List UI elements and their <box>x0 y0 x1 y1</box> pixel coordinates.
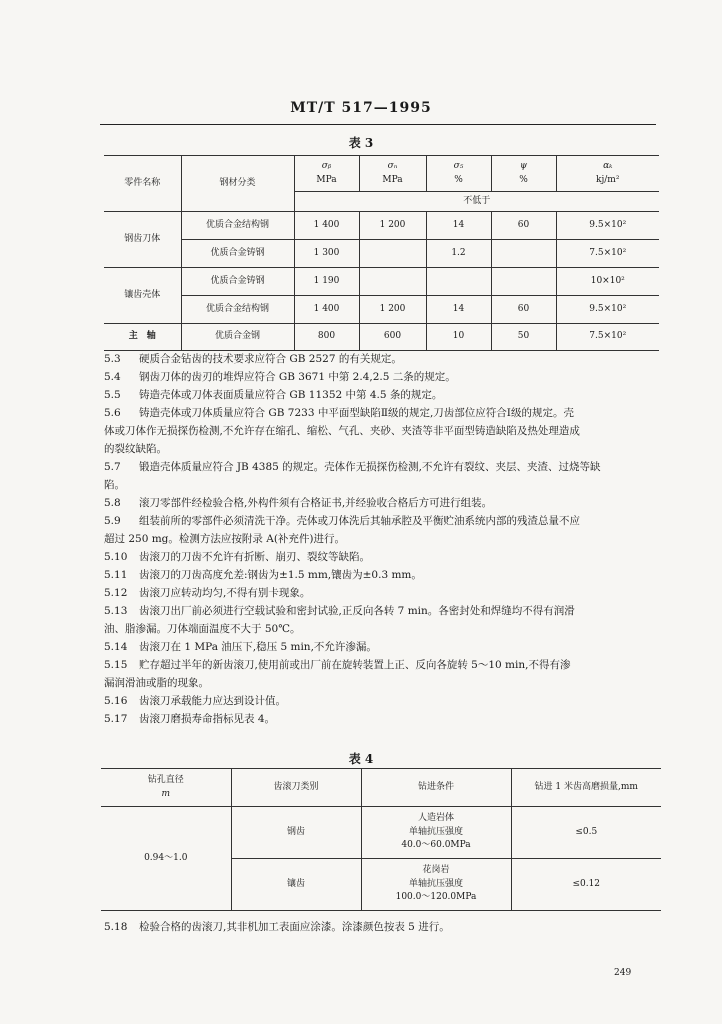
clause-text: 齿滚刀的刀齿不允许有折断、崩刃、裂纹等缺陷。 <box>139 551 370 563</box>
t3-cell: 9.5×10² <box>556 212 659 240</box>
clause-number: 5.18 <box>104 921 128 933</box>
clause-text: 滚刀零部件经检验合格,外构件须有合格证书,并经验收合格后方可进行组装。 <box>139 497 493 509</box>
clause-text: 体或刀体作无损探伤检测,不允许存在缩孔、缩松、气孔、夹砂、夹渣等非平面型铸造缺陷及热处理造成 <box>104 425 580 437</box>
t3-cell: 10 <box>426 324 491 351</box>
table4 <box>101 768 661 911</box>
clause-number: 5.11 <box>104 569 128 581</box>
clause-text: 齿滚刀出厂前必须进行空载试验和密封试验,正反向各转 7 min。各密封处和焊缝均不得有润滑 <box>139 605 575 617</box>
clause-text: 的裂纹缺陷。 <box>104 443 167 455</box>
t3-cell: 优质合金铸钢 <box>181 240 294 268</box>
t3-cell: 10×10² <box>556 268 659 296</box>
clause-line <box>104 494 660 512</box>
t3-group-name: 钢齿刀体 <box>104 212 181 268</box>
t3-cell: 1.2 <box>426 240 491 268</box>
t3-cell: 优质合金钢 <box>181 324 294 351</box>
t3-cell: 50 <box>491 324 556 351</box>
clause-number: 5.10 <box>104 551 128 563</box>
clause-line <box>104 404 660 422</box>
t3-cell: 14 <box>426 212 491 240</box>
clause-number: 5.4 <box>104 371 121 383</box>
clause-continuation <box>104 476 660 494</box>
clause-text: 齿滚刀承载能力应达到设计值。 <box>139 695 286 707</box>
t3-cell: 1 190 <box>294 268 359 296</box>
t3-group-name: 镶齿壳体 <box>104 268 181 324</box>
th-delta: σ₅ % <box>426 156 491 192</box>
th-sigma-s: σₙ MPa <box>359 156 426 192</box>
clause-list <box>104 350 660 728</box>
clause-number: 5.7 <box>104 461 121 473</box>
t4-cell: ≤0.5 <box>511 807 661 859</box>
t3-cell: 9.5×10² <box>556 296 659 324</box>
clause-line <box>104 584 660 602</box>
clause-continuation <box>104 530 660 548</box>
clause-text: 油、脂渗漏。刀体端面温度不大于 50℃。 <box>104 623 301 635</box>
t3-cell: 1 300 <box>294 240 359 268</box>
clause-continuation <box>104 422 660 440</box>
clause-text: 齿滚刀在 1 MPa 油压下,稳压 5 min,不允许渗漏。 <box>139 641 377 653</box>
t3-cell <box>491 268 556 296</box>
clause-text: 钢齿刀体的齿刃的堆焊应符合 GB 3671 中第 2.4,2.5 二条的规定。 <box>139 371 456 383</box>
clause-line <box>104 566 660 584</box>
clause-number: 5.8 <box>104 497 121 509</box>
t3-cell <box>426 268 491 296</box>
clause-number: 5.15 <box>104 659 128 671</box>
clause-number: 5.6 <box>104 407 121 419</box>
clause-text: 齿滚刀磨损寿命指标见表 4。 <box>139 713 276 725</box>
clause-line <box>104 638 660 656</box>
clause-line <box>104 692 660 710</box>
clause-line <box>104 548 660 566</box>
t3-cell <box>491 240 556 268</box>
t4-cell: ≤0.12 <box>511 859 661 911</box>
t3-cell <box>359 240 426 268</box>
th-drill-condition: 钻进条件 <box>361 769 511 807</box>
t4-cell: 镶齿 <box>231 859 361 911</box>
t3-cell: 60 <box>491 212 556 240</box>
clause-text: 齿滚刀应转动均匀,不得有别卡现象。 <box>139 587 311 599</box>
clause-text: 贮存超过半年的新齿滚刀,使用前或出厂前在旋转装置上正、反向各旋转 5～10 min,不得有渗 <box>139 659 571 671</box>
t3-cell: 1 400 <box>294 296 359 324</box>
clause-text: 组装前所的零部件必须清洗干净。壳体或刀体洗后其轴承腔及平衡贮油系统内部的残渣总量不应 <box>139 515 580 527</box>
t3-group-name: 主 轴 <box>104 324 181 351</box>
t3-cell: 800 <box>294 324 359 351</box>
clause-line <box>104 368 660 386</box>
clause-line <box>104 350 660 368</box>
clause-text: 超过 250 mg。检测方法应按附录 A(补充件)进行。 <box>104 533 346 545</box>
clause-line <box>104 386 660 404</box>
clause-text: 齿滚刀的刀齿高度允差:钢齿为±1.5 mm,镶齿为±0.3 mm。 <box>139 569 422 581</box>
clause-text: 铸造壳体或刀体表面质量应符合 GB 11352 中第 4.5 条的规定。 <box>139 389 443 401</box>
clause-text: 陷。 <box>104 479 125 491</box>
t3-cell: 60 <box>491 296 556 324</box>
t3-cell: 7.5×10² <box>556 324 659 351</box>
header-rule <box>100 124 656 125</box>
th-cutter-type: 齿滚刀类别 <box>231 769 361 807</box>
th-sigma-b: σᵦ MPa <box>294 156 359 192</box>
t4-cell: 人造岩体 单轴抗压强度 40.0～60.0MPa <box>361 807 511 859</box>
t3-cell: 优质合金铸钢 <box>181 268 294 296</box>
clause-5-18 <box>104 918 660 936</box>
t3-cell <box>359 268 426 296</box>
clause-number: 5.3 <box>104 353 121 365</box>
clause-text: 锻造壳体质量应符合 JB 4385 的规定。壳体作无损探伤检测,不允许有裂纹、夹层、夹渣、过烧等缺 <box>139 461 601 473</box>
clause-number: 5.12 <box>104 587 128 599</box>
th-alpha-k: αₖ kj/m² <box>556 156 659 192</box>
clause-continuation <box>104 674 660 692</box>
clause-text: 铸造壳体或刀体质量应符合 GB 7233 中平面型缺陷Ⅱ级的规定,刀齿部位应符合Ⅰ级的规定。壳 <box>139 407 574 419</box>
th-drill-diameter: 钻孔直径 m <box>101 769 231 807</box>
t3-cell: 1 400 <box>294 212 359 240</box>
th-not-less-than: 不低于 <box>294 192 659 212</box>
t3-cell: 14 <box>426 296 491 324</box>
t3-cell: 优质合金结构钢 <box>181 212 294 240</box>
t3-cell: 优质合金结构钢 <box>181 296 294 324</box>
th-wear: 钻进 1 米齿高磨损量,mm <box>511 769 661 807</box>
table3-caption: 表 3 <box>348 136 374 150</box>
table3 <box>104 155 659 351</box>
clause-number: 5.16 <box>104 695 128 707</box>
th-material: 钢材分类 <box>181 156 294 212</box>
t4-diameter-value: 0.94～1.0 <box>101 807 231 911</box>
th-part-name: 零件名称 <box>104 156 181 212</box>
clause-number: 5.5 <box>104 389 121 401</box>
clause-number: 5.17 <box>104 713 128 725</box>
t3-cell: 7.5×10² <box>556 240 659 268</box>
clause-continuation <box>104 620 660 638</box>
clause-line <box>104 602 660 620</box>
t3-cell: 1 200 <box>359 212 426 240</box>
th-psi: ψ % <box>491 156 556 192</box>
clause-number: 5.13 <box>104 605 128 617</box>
clause-number: 5.9 <box>104 515 121 527</box>
page-header: MT/T 517—1995 <box>290 100 432 116</box>
clause-text: 硬质合金钻齿的技术要求应符合 GB 2527 的有关规定。 <box>139 353 402 365</box>
t4-cell: 钢齿 <box>231 807 361 859</box>
clause-line <box>104 710 660 728</box>
clause-number: 5.14 <box>104 641 128 653</box>
clause-line <box>104 512 660 530</box>
t4-cell: 花岗岩 单轴抗压强度 100.0～120.0MPa <box>361 859 511 911</box>
clause-continuation <box>104 440 660 458</box>
t3-cell: 600 <box>359 324 426 351</box>
table4-caption: 表 4 <box>348 752 374 766</box>
t3-cell: 1 200 <box>359 296 426 324</box>
clause-line <box>104 458 660 476</box>
clause-text: 漏润滑油或脂的现象。 <box>104 677 209 689</box>
clause-text: 检验合格的齿滚刀,其非机加工表面应涂漆。涂漆颜色按表 5 进行。 <box>139 921 450 933</box>
clause-line <box>104 656 660 674</box>
page-number: 249 <box>614 968 632 978</box>
